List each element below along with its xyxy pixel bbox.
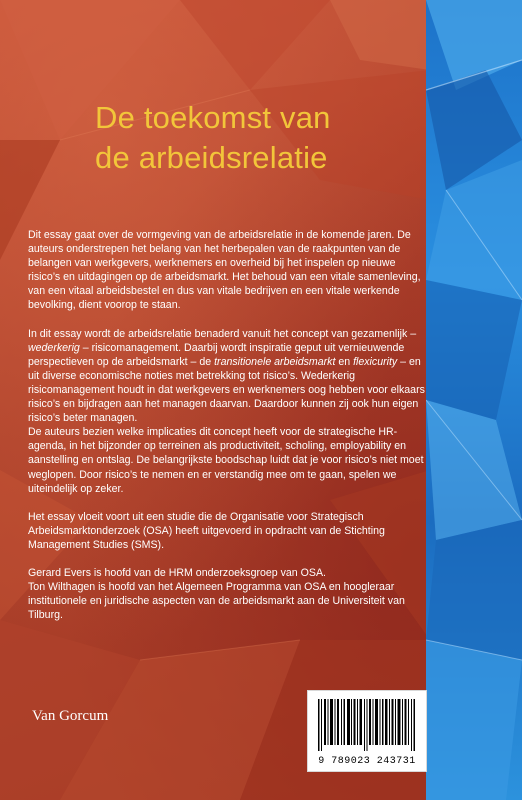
author-evers: Gerard Evers is hoofd van de HRM onderzoeksgroep van OSA. (28, 566, 326, 579)
author-wilthagen: Ton Wilthagen is hoofd van het Algemeen Programma van OSA en hoogleraar institutionele en juridische aspecten van de arbeidsmarkt aan de Universiteit van Tilburg. (28, 581, 405, 622)
paragraph-origin: Het essay vloeit voort uit een studie die de Organisatie voor Strategisch Arbeidsmarktonderzoek (OSA) heeft uitgevoerd in opdracht van de Stichting Management Studies (SMS). (28, 510, 385, 551)
paragraph-implications: De auteurs bezien welke implicaties dit concept heeft voor de strategische HR-agenda, in het bijzonder op terreinen als productiviteit, scholing, employability en aanstelling en ontslag. De belangrijkste boodschap luidt dat je voor risico’s niet moet weglopen. Door risico’s te nemen en er verstandig mee om te gaan, spelen we uiteindelijk op zeker. (28, 426, 424, 495)
book-title (95, 98, 425, 178)
paragraph-concept: In dit essay wordt de arbeidsrelatie benaderd vanuit het concept van gezamenlijk – wederkerig – risicomanagement. Daarbij wordt inspiratie geput uit vernieuwende perspectieven op de arbeidsmarkt – de transitionele arbeidsmarkt en flexicurity – en uit diverse economische noties met betrekking tot risico’s. Wederkerig risicomanagement houdt in dat werkgevers en werknemers oog hebben voor elkaars risico’s en bijdragen aan het managen daarvan. Daardoor kunnen zij ook hun eigen risico’s beter managen. (28, 327, 425, 425)
blurb-text (28, 228, 430, 636)
publisher-logo (32, 708, 108, 725)
blue-side-strip (426, 0, 522, 800)
barcode-bars (318, 699, 416, 751)
isbn-barcode (307, 690, 427, 772)
title-line-2: de arbeidsrelatie (95, 140, 328, 175)
title-line-1: De toekomst van (95, 100, 331, 135)
paragraph-intro: Dit essay gaat over de vormgeving van de arbeidsrelatie in de komende jaren. De auteurs onderstrepen het belang van het herbepalen van de raakpunten van de belangen van werkgevers, werknemers en overheid bij het inspelen op nieuwe risico’s en uitdagingen op de arbeidsmarkt. Het behoud van een vitale samenleving, van een vitaal arbeidsbestel en dus van vitale bedrijven en een vitale werkende bevolking, dient voorop te staan. (28, 229, 421, 312)
isbn-number: 9 789023 243731 (318, 756, 416, 767)
publisher-name: Van Gorcum (32, 708, 109, 724)
